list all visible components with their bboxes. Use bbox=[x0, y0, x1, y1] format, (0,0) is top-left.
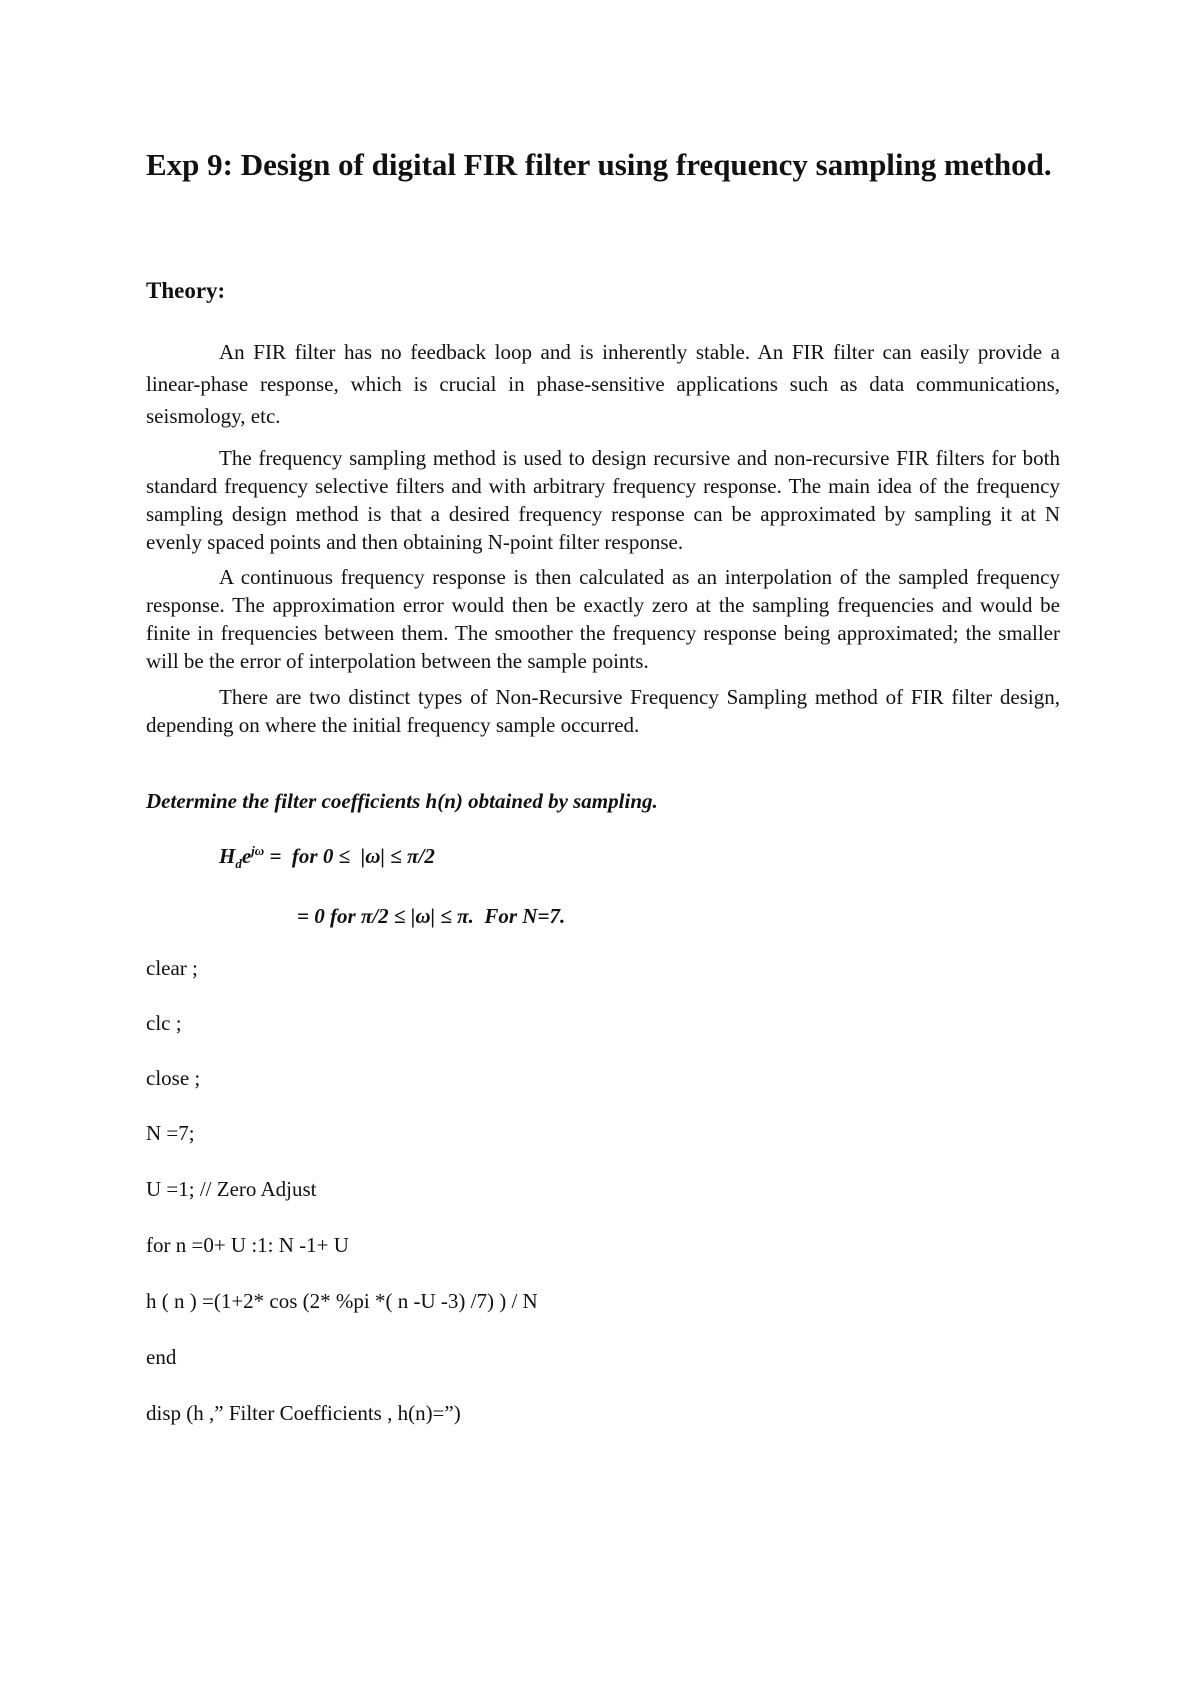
paragraph-4: There are two distinct types of Non-Recursive Frequency Sampling method of FIR filter design, depending on where the initial frequency sample occurred. bbox=[146, 685, 1060, 737]
eq-e-superscript: jω bbox=[251, 843, 265, 858]
code-line: h ( n ) =(1+2* cos (2* %pi *( n -U -3) /7) ) / N bbox=[146, 1289, 538, 1314]
spacer bbox=[146, 930, 1060, 954]
code-line: N =7; bbox=[146, 1121, 195, 1146]
paragraph-2: The frequency sampling method is used to design recursive and non-recursive FIR filters for both standard frequency selective filters and with arbitrary frequency response. The main idea of the frequency sampling design method is that a desired frequency response can be approximated by sampling it at N evenly spaced points and then obtaining N-point filter response. bbox=[146, 446, 1060, 554]
spacer bbox=[146, 306, 1060, 336]
eq-line1-rest: = for 0 ≤ |ω| ≤ π/2 bbox=[264, 844, 435, 868]
theory-heading: Theory: bbox=[146, 278, 226, 303]
spacer bbox=[146, 556, 1060, 563]
code-line: close ; bbox=[146, 1066, 201, 1091]
spacer bbox=[146, 878, 1060, 902]
paragraph-3: A continuous frequency response is then calculated as an interpolation of the sampled frequency response. The approximation error would then be exactly zero at the sampling frequencies and would be finite in frequencies between them. The smoother the frequency response being approximated; the smaller will be the error of interpolation between the sample points. bbox=[146, 565, 1060, 673]
spacer bbox=[146, 675, 1060, 683]
spacer bbox=[146, 739, 1060, 787]
code-line: clc ; bbox=[146, 1011, 182, 1036]
eq-e: e bbox=[241, 844, 252, 868]
spacer bbox=[146, 188, 1060, 276]
document-title: Exp 9: Design of digital FIR filter using frequency sampling method. bbox=[146, 147, 1052, 182]
task-statement: Determine the filter coefficients h(n) obtained by sampling. bbox=[146, 789, 658, 813]
eq-h: H bbox=[219, 844, 236, 868]
code-line: end bbox=[146, 1345, 177, 1370]
code-block bbox=[146, 954, 1060, 1427]
code-line: U =1; // Zero Adjust bbox=[146, 1177, 317, 1202]
paragraph-1: An FIR filter has no feedback loop and is inherently stable. An FIR filter can easily provide a linear-phase response, which is crucial in phase-sensitive applications such as data communications, seismology, etc. bbox=[146, 340, 1060, 428]
code-line: disp (h ,” Filter Coefficients , h(n)=”) bbox=[146, 1401, 461, 1426]
equation-line-2: = 0 for π/2 ≤ |ω| ≤ π. For N=7. bbox=[297, 904, 566, 929]
eq-h-subscript: d bbox=[235, 856, 242, 872]
spacer bbox=[146, 432, 1060, 444]
document-content bbox=[146, 142, 1060, 1427]
code-line: clear ; bbox=[146, 956, 198, 981]
equation-line-1 bbox=[146, 837, 1060, 878]
spacer bbox=[146, 815, 1060, 837]
code-line: for n =0+ U :1: N -1+ U bbox=[146, 1233, 349, 1258]
